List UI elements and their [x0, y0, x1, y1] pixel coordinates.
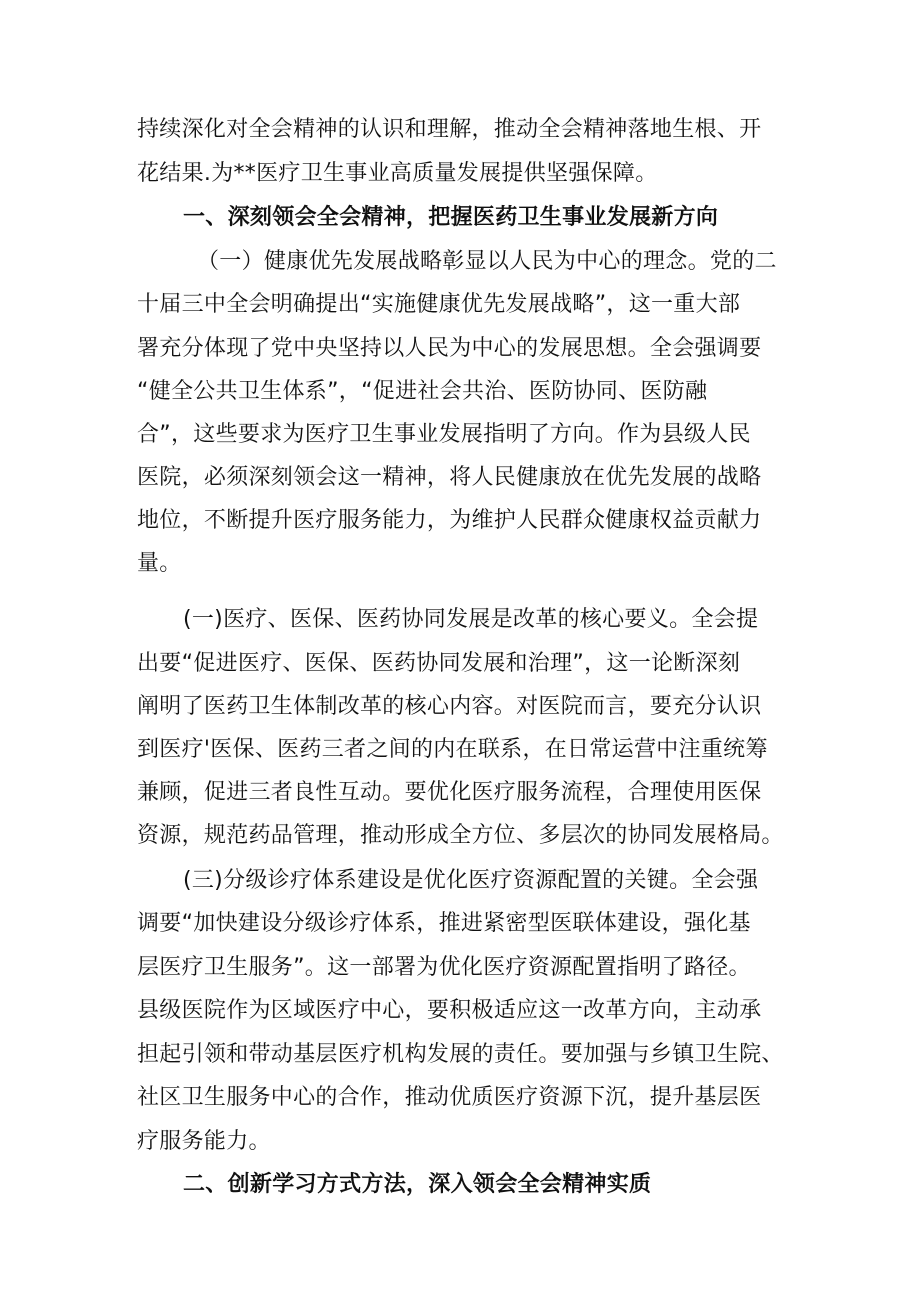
paragraph-line: 合”，这些要求为医疗卫生事业发展指明了方向。作为县级人民 — [137, 422, 751, 447]
paragraph-line: 县级医院作为区域医疗中心，要积极适应这一改革方向，主动承 — [137, 998, 762, 1023]
paragraph-line: 资源，规范药品管理，推动形成全方位、多层次的协同发展格局。 — [137, 823, 784, 848]
paragraph-line: 医院，必须深刻领会这一精神，将人民健康放在优先发展的战略 — [137, 465, 762, 490]
paragraph-line: 十届三中全会明确提出“实施健康优先发展战略”，这一重大部 — [137, 292, 741, 317]
paragraph-line: 署充分体现了党中央坚持以人民为中心的发展思想。全会强调要 — [137, 336, 762, 361]
paragraph-line: 调要“加快建设分级诊疗体系，推进紧密型医联体建设，强化基 — [137, 911, 751, 936]
paragraph-line: 量。 — [137, 551, 182, 576]
paragraph-line: 出要“促进医疗、医保、医药协同发展和治理”，这一论断深刻 — [137, 651, 741, 676]
paragraph-line: 疗服务能力。 — [137, 1129, 271, 1154]
paragraph-line: (一)医疗、医保、医药协同发展是改革的核心要义。全会提 — [183, 607, 759, 632]
paragraph-line: 阐明了医药卫生体制改革的核心内容。对医院而言，要充分认识 — [137, 694, 762, 719]
paragraph-line: 到医疗'医保、医药三者之间的内在联系，在日常运营中注重统筹 — [137, 737, 768, 762]
paragraph-line: 担起引领和带动基层医疗机构发展的责任。要加强与乡镇卫生院、 — [137, 1042, 784, 1067]
section-heading: 一、深刻领会全会精神，把握医药卫生事业发展新方向 — [183, 205, 719, 230]
paragraph-line: （一）健康优先发展战略彰显以人民为中心的理念。党的二 — [197, 249, 777, 274]
section-heading: 二、创新学习方式方法，深入领会全会精神实质 — [183, 1172, 652, 1197]
paragraph-line: (三)分级诊疗体系建设是优化医疗资源配置的关键。全会强 — [183, 868, 759, 893]
paragraph-line: 层医疗卫生服务”。这一部署为优化医疗资源配置指明了路径。 — [137, 955, 751, 980]
paragraph-line: “健全公共卫生体系”，“促进社会共治、医防协同、医防融 — [137, 379, 708, 404]
paragraph-line: 地位，不断提升医疗服务能力，为维护人民群众健康权益贡献力 — [137, 508, 762, 533]
paragraph-line: 花结果.为**医疗卫生事业高质量发展提供坚强保障。 — [137, 161, 658, 186]
paragraph-line: 兼顾，促进三者良性互动。要优化医疗服务流程，合理使用医保 — [137, 780, 762, 805]
paragraph-line: 持续深化对全会精神的认识和理解，推动全会精神落地生根、开 — [137, 117, 762, 142]
paragraph-line: 社区卫生服务中心的合作，推动优质医疗资源下沉，提升基层医 — [137, 1085, 762, 1110]
